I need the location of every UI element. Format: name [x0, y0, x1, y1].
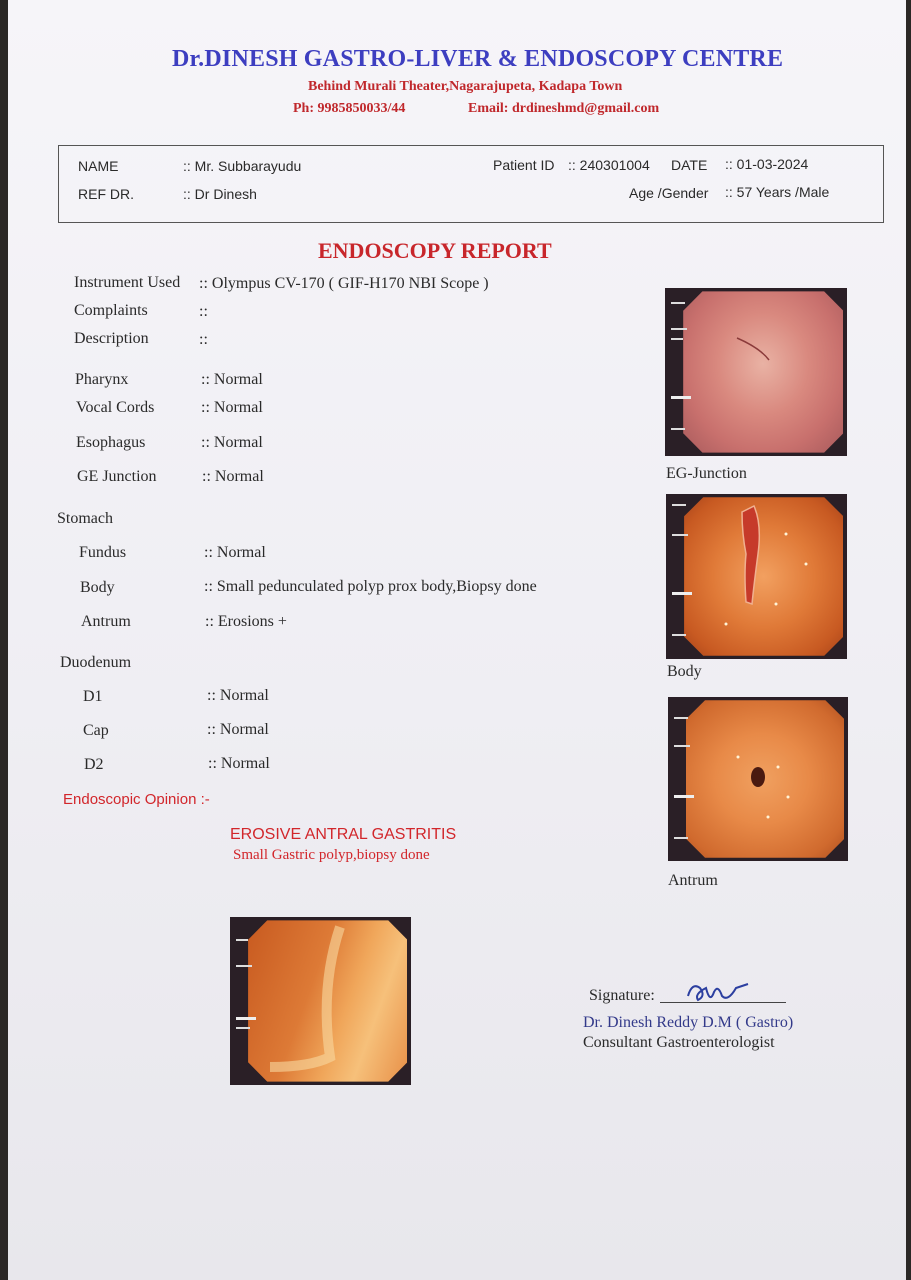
body-image: [666, 494, 847, 659]
instrument-value: :: Olympus CV-170 ( GIF-H170 NBI Scope ): [199, 275, 489, 292]
complaints-label: Complaints: [74, 302, 148, 319]
stomach-value: :: Small pedunculated polyp prox body,Biopsy done: [204, 578, 537, 595]
antrum-overlay: [668, 697, 848, 861]
duodenum-value: :: Normal: [207, 721, 269, 738]
opinion-label: Endoscopic Opinion :-: [63, 791, 210, 808]
signature-label: Signature:: [589, 987, 655, 1004]
finding-label: Vocal Cords: [76, 399, 155, 416]
finding-value: :: Normal: [201, 434, 263, 451]
finding-value: :: Normal: [201, 399, 263, 416]
stomach-value: :: Normal: [204, 544, 266, 561]
centre-title: Dr.DINESH GASTRO-LIVER & ENDOSCOPY CENTRE: [172, 46, 784, 72]
eg-junction-image: [665, 288, 847, 456]
age-gender-label: Age /Gender: [629, 185, 709, 201]
signature-scribble-icon: [684, 978, 754, 1008]
duodenum-label: Cap: [83, 722, 109, 739]
duodenum-value: :: Normal: [208, 755, 270, 772]
opinion-line-1: EROSIVE ANTRAL GASTRITIS: [230, 826, 457, 843]
doctor-name: Dr. Dinesh Reddy D.M ( Gastro): [583, 1014, 794, 1031]
finding-value: :: Normal: [202, 468, 264, 485]
finding-label: Pharynx: [75, 371, 129, 388]
patient-id-label: Patient ID: [493, 157, 555, 173]
stomach-label: Antrum: [81, 613, 131, 630]
description-value: ::: [199, 331, 208, 348]
body-caption: Body: [667, 663, 702, 680]
report-title: ENDOSCOPY REPORT: [318, 238, 552, 263]
duodenum-label: D2: [84, 756, 104, 773]
finding-label: GE Junction: [77, 468, 157, 485]
antrum-image: [668, 697, 848, 861]
doctor-designation: Consultant Gastroenterologist: [583, 1034, 775, 1051]
duodenum-overlay: [230, 917, 411, 1085]
finding-value: :: Normal: [201, 371, 263, 388]
age-gender-value: :: 57 Years /Male: [725, 184, 830, 200]
patient-id-value: :: 240301004: [568, 157, 650, 173]
name-value: :: Mr. Subbarayudu: [183, 158, 302, 174]
instrument-label: Instrument Used: [74, 274, 181, 291]
description-label: Description: [74, 330, 149, 347]
complaints-value: ::: [199, 303, 208, 320]
eg-junction-caption: EG-Junction: [666, 465, 747, 482]
opinion-line-2: Small Gastric polyp,biopsy done: [233, 847, 430, 863]
stomach-label: Body: [80, 579, 115, 596]
date-label: DATE: [671, 157, 708, 173]
date-value: :: 01-03-2024: [725, 156, 809, 172]
duodenum-heading: Duodenum: [60, 654, 132, 671]
centre-phone: Ph: 9985850033/44: [293, 101, 406, 116]
duodenum-value: :: Normal: [207, 687, 269, 704]
ref-dr-value: :: Dr Dinesh: [183, 186, 257, 202]
ref-dr-label: REF DR.: [78, 186, 134, 202]
name-label: NAME: [78, 158, 119, 174]
eg-junction-overlay: [665, 288, 847, 456]
body-overlay: [666, 494, 847, 659]
centre-address: Behind Murali Theater,Nagarajupeta, Kadapa Town: [308, 79, 623, 94]
stomach-label: Fundus: [79, 544, 127, 561]
antrum-caption: Antrum: [668, 872, 718, 889]
stomach-value: :: Erosions +: [205, 613, 287, 630]
centre-email: Email: drdineshmd@gmail.com: [468, 101, 660, 116]
stomach-heading: Stomach: [57, 510, 113, 527]
finding-label: Esophagus: [76, 434, 146, 451]
signature-line: [660, 1002, 786, 1003]
duodenum-image: [230, 917, 411, 1085]
duodenum-label: D1: [83, 688, 103, 705]
